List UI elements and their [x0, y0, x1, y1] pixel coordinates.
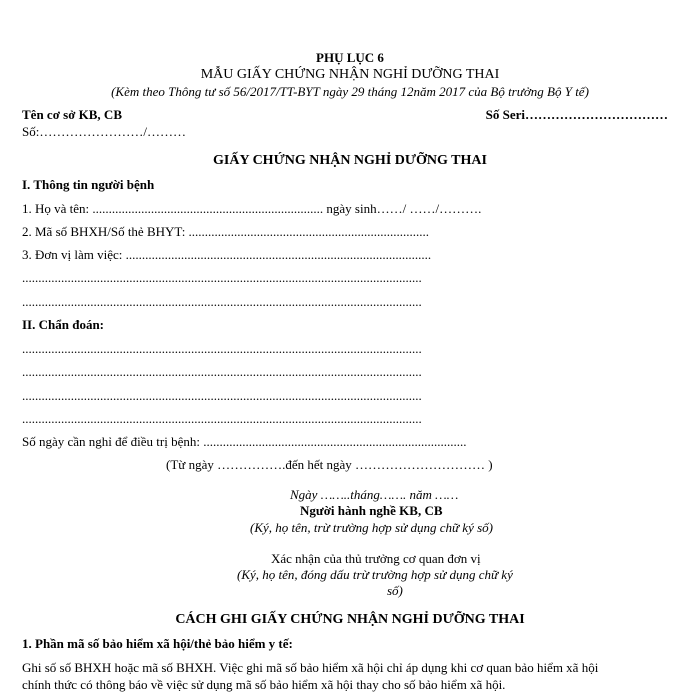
guide-paragraph-line: Ghi số số BHXH hoặc mã số BHXH. Việc ghi mã số bảo hiểm xã hội chỉ áp dụng khi cơ quan bảo hiểm xã hội — [22, 660, 599, 675]
guide-title: CÁCH GHI GIẤY CHỨNG NHẬN NGHỈ DƯỠNG THAI — [175, 612, 525, 627]
leave-date-range: (Từ ngày …………….đến hết ngày ………………………… ) — [166, 457, 493, 472]
unit-confirmation-note-end: số) — [387, 583, 403, 598]
guide-paragraph-line: chính thức có thông báo về việc sử dụng mã số bảo hiểm xã hội thay cho số bảo hiểm xã hội. — [22, 677, 506, 692]
facility-name-label: Tên cơ sở KB, CB — [22, 107, 122, 122]
form-subtitle: (Kèm theo Thông tư số 56/2017/TT-BYT ngày 29 tháng 12năm 2017 của Bộ trưởng Bộ Y tế) — [111, 84, 589, 99]
patient-name-line: 1. Họ và tên: ....................................................................... ngày sinh……/ ……/………. — [22, 201, 482, 216]
guide-section1-heading: 1. Phần mã số bảo hiểm xã hội/thẻ bảo hiểm y tế: — [22, 636, 293, 651]
form-title: MẪU GIẤY CHỨNG NHẬN NGHỈ DƯỠNG THAI — [200, 67, 500, 82]
diagnosis-dots: ........................................................................................................................... — [22, 388, 422, 403]
diagnosis-dots: ........................................................................................................................... — [22, 411, 422, 426]
section2-heading: II. Chẩn đoán: — [22, 317, 105, 332]
document-number: Số:……………………/……… — [22, 124, 186, 139]
practitioner-note: (Ký, họ tên, trừ trường hợp sử dụng chữ ký số) — [250, 520, 493, 535]
section1-heading: I. Thông tin người bệnh — [22, 177, 155, 192]
serial-label: Số Seri…………………………… — [485, 107, 668, 122]
leave-days-line: Số ngày cần nghỉ để điều trị bệnh: ................................................................................. — [22, 434, 467, 449]
insurance-number-line: 2. Mã số BHXH/Số thẻ BHYT: .......................................................................... — [22, 224, 430, 239]
workplace-line: 3. Đơn vị làm việc: .............................................................................................. — [22, 247, 432, 262]
appendix-label: PHỤ LỤC 6 — [316, 50, 384, 65]
certificate-title: GIẤY CHỨNG NHẬN NGHỈ DƯỠNG THAI — [213, 153, 487, 168]
diagnosis-dots: ........................................................................................................................... — [22, 341, 422, 356]
unit-confirmation-note: (Ký, họ tên, đóng dấu trừ trường hợp sử dụng chữ ký — [237, 567, 513, 582]
workplace-dots-2: ........................................................................................................................... — [22, 294, 422, 309]
workplace-dots-1: ........................................................................................................................... — [22, 270, 422, 285]
practitioner-title: Người hành nghề KB, CB — [300, 503, 443, 518]
unit-confirmation-title: Xác nhận của thủ trưởng cơ quan đơn vị — [271, 551, 481, 566]
diagnosis-dots: ........................................................................................................................... — [22, 364, 422, 379]
sign-date-line: Ngày ……..tháng……. năm …… — [290, 487, 459, 502]
